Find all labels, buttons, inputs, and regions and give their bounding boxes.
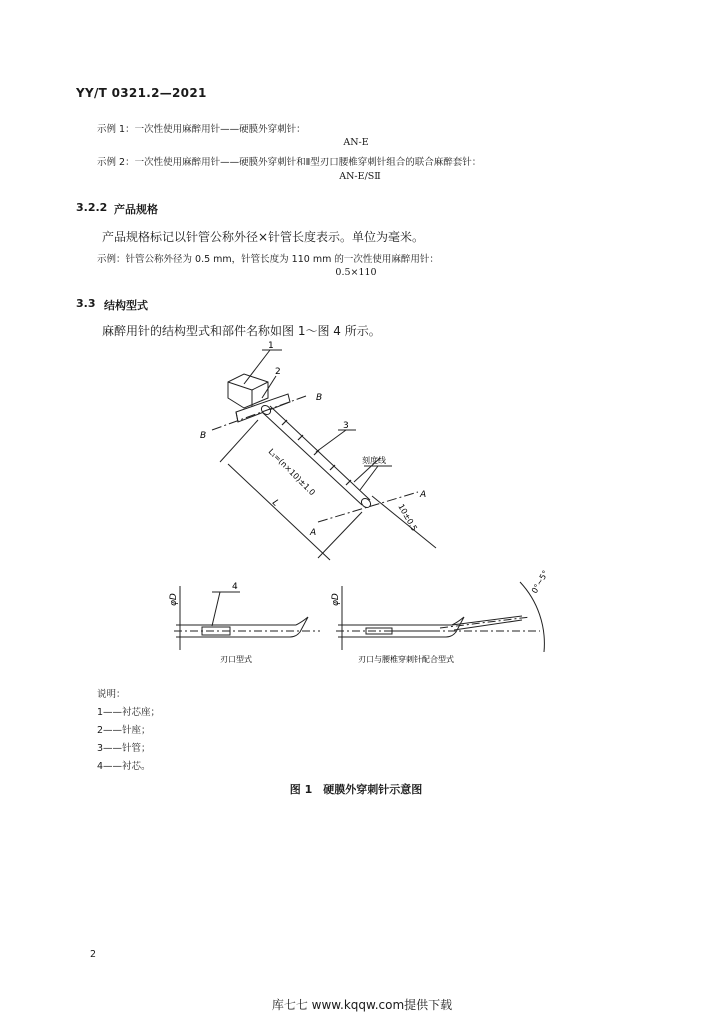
section-322-example: 示例：针管公称外径为 0.5 mm，针管长度为 110 mm 的一次性使用麻醉用针： [97,254,439,265]
figure-title: 图 1 硬膜外穿刺针示意图 [289,783,423,796]
section-322-example-code: 0.5×110 [335,267,377,278]
scale-line-label: 刻度线 [362,456,386,465]
cutting-edge-detail [174,586,320,650]
left-caption: 刃口型式 [220,655,252,664]
section-33-title: 结构型式 [104,299,148,312]
callout-2: 2 [275,367,281,377]
angle-label: 0°~5° [529,568,551,595]
example-1-code: AN-E [343,137,369,148]
callout-3: 3 [343,421,349,431]
dim-l: L [269,498,281,509]
combination-detail [336,582,544,652]
needle-main-view [212,350,436,560]
callout-1: 1 [268,341,274,351]
section-a-right: A [420,490,427,500]
legend-title: 说明： [97,689,126,700]
legend-item-4: 4——衬芯。 [97,761,151,772]
section-33-paragraph: 麻醉用针的结构型式和部件名称如图 1～图 4 所示。 [102,324,381,338]
right-caption: 刃口与腰椎穿刺针配合型式 [358,655,454,664]
standard-code-header: YY/T 0321.2—2021 [76,86,207,100]
phi-d-left: φD [169,593,179,606]
legend-item-2: 2——针座； [97,725,151,736]
dim-10: 10±0.5 [396,502,419,533]
section-b-right: B [316,393,323,403]
legend-item-1: 1——衬芯座； [97,707,161,718]
dim-l1: L₁=(n×10)±1.0 [266,447,317,498]
example-1-text: 示例 1：一次性使用麻醉用针——硬膜外穿刺针： [97,124,306,135]
legend-item-3: 3——针管； [97,743,151,754]
section-33-number: 3.3 [76,297,96,310]
section-b-left: B [200,431,207,441]
section-322-paragraph: 产品规格标记以针管公称外径×针管长度表示。单位为毫米。 [102,230,425,244]
section-322-title: 产品规格 [114,203,158,216]
section-322-number: 3.2.2 [76,201,108,214]
callout-4: 4 [232,582,238,592]
phi-d-right: φD [331,593,341,606]
footer-watermark: 库七七 www.kqqw.com提供下载 [271,998,453,1012]
example-2-text: 示例 2：一次性使用麻醉用针——硬膜外穿刺针和Ⅱ型刃口腰椎穿刺针组合的联合麻醉套针： [97,157,482,168]
section-a-left: A [310,528,317,538]
example-2-code: AN-E/SⅡ [339,171,381,182]
page-number: 2 [90,949,97,960]
